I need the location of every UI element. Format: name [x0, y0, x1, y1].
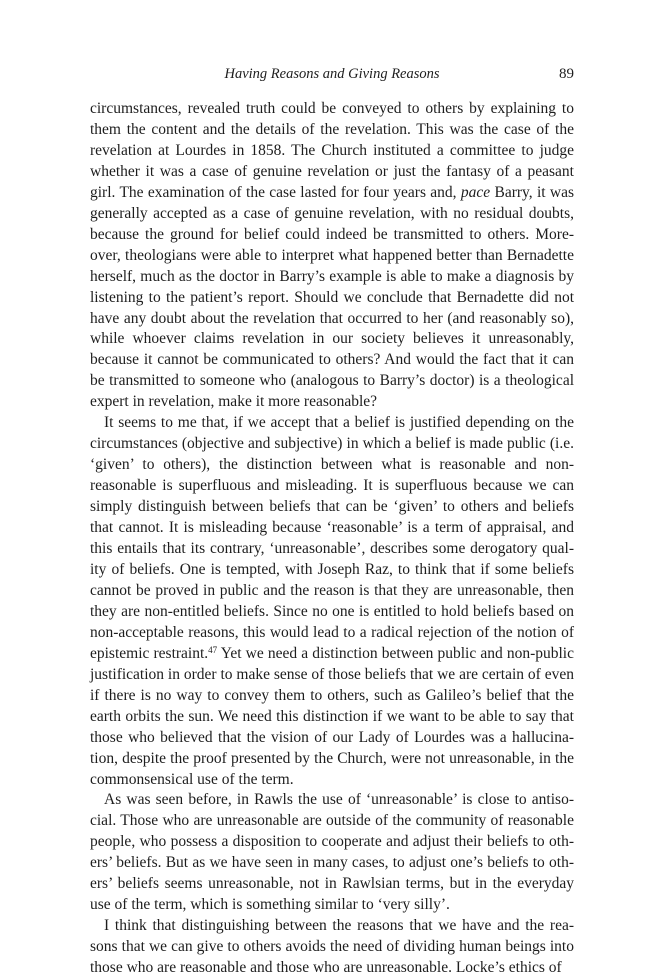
paragraph-4: I think that distinguishing between the reasons that we have and the reasons that we can give to others avoids the need of dividing human beings into those who are reasonable and those who are unreasonable. Locke’s ethics of — [90, 917, 574, 977]
paragraph-2 — [90, 413, 574, 790]
body-text — [90, 99, 574, 979]
paragraph-3: As was seen before, in Rawls the use of ‘unreasonable’ is close to antisocial. Those who are unreasonable are outside of the community of reasonable people, who possess a disposition to cooperate and adjust their beliefs to others’ beliefs. But as we have seen in many cases, to adjust one’s beliefs to others’ beliefs seems unreasonable, not in Rawlsian terms, but in the everyday use of the term, which is something similar to ‘very silly’. — [90, 791, 574, 914]
paragraph-1-text-a: circumstances, revealed truth could be conveyed to others by explaining to them the content and the details of the revelation. This was the case of the revelation at Lourdes in 1858. The Church instituted a committee to judge whether it was a case of genuine revelation or just the fantasy of a peasant girl. The examination of the case lasted for four years and, — [90, 100, 574, 201]
paragraph-2-text-a: It seems to me that, if we accept that a belief is justified depending on the circumstances (objective and subjective) in which a belief is made public (i.e. ‘given’ to others), the distinction between what is reasonable and non-reasonable is superfluous and misleading. It is superfluous because we can simply distinguish between beliefs that can be ‘given’ to others and beliefs that cannot. It is misleading because ‘reasonable’ is a term of appraisal, and this entails that its contrary, ‘unreasonable’, describes some derogatory quality of beliefs. One is tempted, with Joseph Raz, to think that if some beliefs cannot be proved in public and the reason is that they are unreasonable, then they are non-entitled beliefs. Since no one is entitled to hold beliefs based on non-acceptable reasons, this would lead to a radical rejection of the notion of epistemic restraint. — [90, 414, 574, 662]
page-header — [90, 63, 574, 85]
paragraph-1-italic-pace: pace — [460, 183, 491, 201]
paragraph-1-text-b: Barry, it was generally accepted as a case of genuine revelation, with no residual doubts, because the ground for belief could indeed be transmitted to others. Moreover, theologians were able to interpret what happened better than Bernadette herself, much as the doctor in Barry’s example is able to make a diagnosis by listening to the patient’s report. Should we conclude that Bernadette did not have any doubt about the revelation that occurred to her (and reasonably so), while whoever claims revelation in our society believes it unreasonably, because it cannot be communicated to others? And would the fact that it can be transmitted to someone who (analogous to Barry’s doctor) is a theological expert in revelation, make it more reasonable? — [90, 183, 574, 411]
paragraph-2-text-b: Yet we need a distinction between public and non-public justification in order to make sense of those beliefs that we are certain of even if there is no way to convey them to others, such as Galileo’s belief that the earth orbits the sun. We need this distinction if we want to be able to say that those who believed that the vision of our Lady of Lourdes was a hallucination, despite the proof presented by the Church, were not unreasonable, in the commonsensical use of the term. — [90, 644, 574, 788]
running-head: Having Reasons and Giving Reasons — [224, 66, 440, 82]
paragraph-1 — [90, 99, 574, 413]
footnote-ref-47[interactable]: 47 — [208, 644, 218, 655]
page-number: 89 — [559, 66, 574, 82]
